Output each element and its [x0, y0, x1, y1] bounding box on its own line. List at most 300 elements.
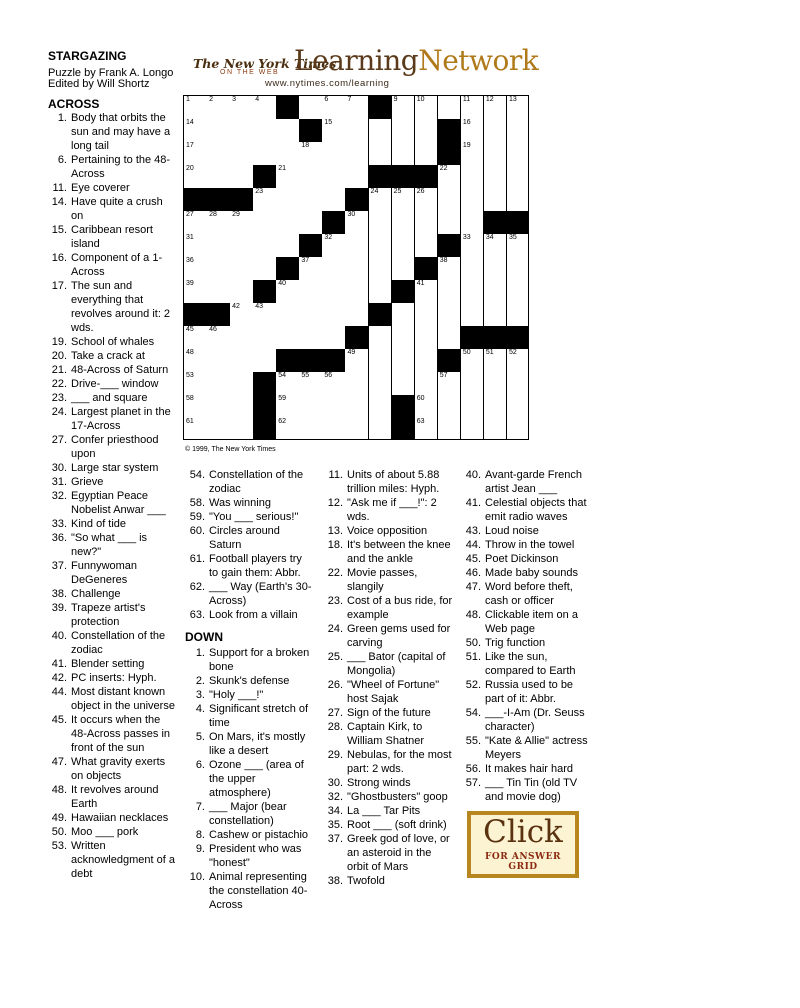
grid-cell[interactable] [322, 280, 346, 304]
clue-text: What gravity exerts on objects [71, 756, 166, 782]
grid-cell[interactable] [276, 188, 300, 212]
grid-cell[interactable] [461, 234, 485, 258]
grid-cell[interactable] [184, 96, 208, 120]
clue-number: 40. [51, 630, 67, 642]
clue-text: Largest planet in the 17-Across [71, 406, 171, 432]
clues-column-2 [185, 468, 313, 912]
grid-cell[interactable] [184, 257, 208, 281]
grid-cell[interactable] [322, 257, 346, 281]
clue-text: Voice opposition [347, 525, 428, 537]
grid-cell[interactable] [299, 188, 323, 212]
grid-cell[interactable] [322, 418, 346, 440]
grid-cell[interactable] [369, 326, 393, 350]
grid-cell[interactable] [345, 395, 369, 419]
grid-block [392, 395, 416, 419]
cell-number: 43 [255, 303, 263, 310]
clue-text: "Ghostbusters" goop [347, 791, 448, 803]
cell-number: 50 [462, 349, 471, 356]
cell-number: 63 [416, 418, 425, 425]
grid-cell[interactable] [184, 280, 208, 304]
grid-cell[interactable] [299, 96, 323, 120]
clue-number: 54. [465, 707, 481, 719]
cell-number: 29 [232, 211, 240, 218]
grid-cell[interactable] [507, 257, 529, 281]
grid-cell[interactable] [230, 326, 254, 350]
grid-cell[interactable] [184, 142, 208, 166]
grid-block [253, 418, 277, 440]
grid-block [276, 257, 300, 281]
grid-cell[interactable] [345, 418, 369, 440]
clue-item [47, 251, 175, 279]
grid-cell[interactable] [415, 96, 439, 120]
clue-text: Look from a villain [209, 609, 298, 621]
clue-number: 39. [51, 602, 67, 614]
grid-cell[interactable] [461, 165, 485, 189]
grid-cell[interactable] [507, 395, 529, 419]
cell-number: 2 [209, 96, 213, 103]
grid-cell[interactable] [484, 372, 508, 396]
grid-cell[interactable] [484, 257, 508, 281]
grid-block [299, 349, 323, 373]
grid-cell[interactable] [345, 142, 369, 166]
clue-item [323, 706, 453, 720]
grid-cell[interactable] [392, 142, 416, 166]
grid-cell[interactable] [484, 119, 508, 143]
clue-text: Green gems used for carving [347, 623, 451, 649]
clue-item [323, 818, 453, 832]
clue-number: 49. [51, 812, 67, 824]
grid-cell[interactable] [507, 418, 529, 440]
answer-grid-button-face [471, 815, 575, 874]
grid-cell[interactable] [507, 349, 529, 373]
grid-cell[interactable] [230, 349, 254, 373]
clue-number: 14. [51, 196, 67, 208]
clue-text: Avant-garde French artist Jean ___ [485, 469, 583, 495]
grid-cell[interactable] [207, 257, 231, 281]
grid-cell[interactable] [345, 257, 369, 281]
grid-block [438, 142, 462, 166]
grid-cell[interactable] [230, 119, 254, 143]
answer-caption-line-1: FOR ANSWER [485, 852, 561, 862]
grid-cell[interactable] [276, 372, 300, 396]
grid-cell[interactable] [484, 234, 508, 258]
grid-cell[interactable] [507, 96, 529, 120]
grid-cell[interactable] [369, 257, 393, 281]
crossword-grid[interactable] [183, 95, 529, 440]
grid-cell[interactable] [184, 395, 208, 419]
clue-number: 26. [327, 679, 343, 691]
clue-item [323, 496, 453, 524]
clue-text: ___ Bator (capital of Mongolia) [347, 651, 446, 677]
grid-cell[interactable] [507, 119, 529, 143]
clue-number: 58. [189, 497, 205, 509]
clue-item [185, 870, 313, 912]
grid-cell[interactable] [276, 165, 300, 189]
clue-number: 30. [327, 777, 343, 789]
grid-cell[interactable] [415, 119, 439, 143]
grid-block [438, 349, 462, 373]
grid-cell[interactable] [322, 165, 346, 189]
learning-network-logo[interactable] [193, 44, 539, 91]
clue-item [185, 800, 313, 828]
grid-cell[interactable] [438, 418, 462, 440]
cell-number: 1 [186, 96, 190, 103]
grid-cell[interactable] [276, 326, 300, 350]
grid-cell[interactable] [415, 211, 439, 235]
clue-number: 29. [327, 749, 343, 761]
clue-number: 45. [51, 714, 67, 726]
grid-cell[interactable] [369, 234, 393, 258]
grid-cell[interactable] [507, 142, 529, 166]
cell-number: 62 [278, 418, 287, 425]
grid-cell[interactable] [484, 188, 508, 212]
grid-cell[interactable] [207, 326, 231, 350]
grid-cell[interactable] [369, 142, 393, 166]
grid-cell[interactable] [253, 349, 277, 373]
clue-text: Blender setting [71, 658, 145, 670]
clue-text: PC inserts: Hyph. [71, 672, 157, 684]
grid-cell[interactable] [184, 211, 208, 235]
grid-cell[interactable] [392, 257, 416, 281]
grid-cell[interactable] [415, 395, 439, 419]
grid-cell[interactable] [392, 96, 416, 120]
clue-text: The sun and everything that revolves around it: 2 wds. [71, 280, 171, 334]
grid-cell[interactable] [299, 280, 323, 304]
grid-cell[interactable] [345, 211, 369, 235]
grid-cell[interactable] [438, 326, 462, 350]
clue-text: It makes hair hard [485, 763, 574, 775]
grid-cell[interactable] [230, 211, 254, 235]
grid-block [369, 165, 393, 189]
grid-cell[interactable] [322, 96, 346, 120]
grid-cell[interactable] [345, 349, 369, 373]
grid-cell[interactable] [230, 395, 254, 419]
grid-cell[interactable] [484, 418, 508, 440]
grid-cell[interactable] [438, 96, 462, 120]
grid-cell[interactable] [253, 257, 277, 281]
clue-number: 46. [465, 567, 481, 579]
clue-number: 38. [51, 588, 67, 600]
clue-number: 23. [327, 595, 343, 607]
grid-cell[interactable] [392, 234, 416, 258]
grid-cell[interactable] [299, 326, 323, 350]
grid-cell[interactable] [392, 188, 416, 212]
puzzle-author: Puzzle by Frank A. Longo [48, 67, 174, 79]
grid-cell[interactable] [461, 211, 485, 235]
grid-cell[interactable] [507, 234, 529, 258]
grid-cell[interactable] [207, 119, 231, 143]
grid-cell[interactable] [230, 418, 254, 440]
answer-grid-button[interactable] [467, 811, 579, 878]
grid-cell[interactable] [369, 372, 393, 396]
grid-cell[interactable] [184, 234, 208, 258]
grid-cell[interactable] [207, 395, 231, 419]
logo-url: www.nytimes.com/learning [265, 78, 390, 89]
grid-cell[interactable] [415, 234, 439, 258]
clue-item [47, 195, 175, 223]
grid-cell[interactable] [345, 303, 369, 327]
clue-item [323, 538, 453, 566]
clue-text: Made baby sounds [485, 567, 578, 579]
grid-cell[interactable] [299, 303, 323, 327]
clue-number: 25. [327, 651, 343, 663]
grid-cell[interactable] [484, 349, 508, 373]
grid-cell[interactable] [207, 211, 231, 235]
clue-text: Drive-___ window [71, 378, 159, 390]
grid-cell[interactable] [207, 96, 231, 120]
grid-cell[interactable] [184, 418, 208, 440]
clue-number: 41. [51, 658, 67, 670]
grid-cell[interactable] [207, 372, 231, 396]
grid-cell[interactable] [345, 165, 369, 189]
clue-number: 41. [465, 497, 481, 509]
grid-cell[interactable] [345, 234, 369, 258]
grid-cell[interactable] [230, 372, 254, 396]
clue-number: 1. [195, 647, 205, 659]
grid-cell[interactable] [415, 142, 439, 166]
grid-cell[interactable] [507, 372, 529, 396]
grid-cell[interactable] [184, 326, 208, 350]
grid-cell[interactable] [276, 211, 300, 235]
grid-cell[interactable] [322, 326, 346, 350]
clue-text: Hawaiian necklaces [71, 812, 169, 824]
grid-cell[interactable] [299, 211, 323, 235]
grid-cell[interactable] [507, 303, 529, 327]
clue-text: Support for a broken bone [209, 647, 310, 673]
grid-cell[interactable] [345, 119, 369, 143]
grid-cell[interactable] [484, 96, 508, 120]
clue-number: 20. [51, 350, 67, 362]
clue-number: 5. [195, 731, 205, 743]
grid-cell[interactable] [253, 303, 277, 327]
grid-block [345, 326, 369, 350]
clue-item [47, 405, 175, 433]
grid-cell[interactable] [461, 303, 485, 327]
grid-cell[interactable] [461, 418, 485, 440]
clue-number: 54. [189, 469, 205, 481]
clue-number: 32. [327, 791, 343, 803]
clue-text: Celestial objects that emit radio waves [485, 497, 587, 523]
grid-cell[interactable] [322, 234, 346, 258]
grid-cell[interactable] [461, 280, 485, 304]
grid-cell[interactable] [369, 280, 393, 304]
down-clues-column-3 [461, 468, 591, 804]
clue-item [461, 636, 591, 650]
grid-cell[interactable] [415, 303, 439, 327]
grid-block [299, 119, 323, 143]
grid-cell[interactable] [253, 119, 277, 143]
grid-cell[interactable] [369, 119, 393, 143]
grid-cell[interactable] [392, 349, 416, 373]
grid-cell[interactable] [461, 372, 485, 396]
grid-cell[interactable] [253, 234, 277, 258]
grid-block [392, 165, 416, 189]
grid-cell[interactable] [461, 349, 485, 373]
clue-item [47, 629, 175, 657]
grid-cell[interactable] [392, 372, 416, 396]
grid-cell[interactable] [230, 280, 254, 304]
cell-number: 10 [416, 96, 425, 103]
grid-cell[interactable] [507, 188, 529, 212]
grid-cell[interactable] [415, 372, 439, 396]
grid-cell[interactable] [438, 395, 462, 419]
grid-cell[interactable] [299, 418, 323, 440]
grid-cell[interactable] [207, 349, 231, 373]
clue-number: 6. [195, 759, 205, 771]
grid-cell[interactable] [276, 142, 300, 166]
clue-number: 47. [51, 756, 67, 768]
clue-text: Nebulas, for the most part: 2 wds. [347, 749, 452, 775]
grid-cell[interactable] [369, 211, 393, 235]
grid-cell[interactable] [438, 257, 462, 281]
across-heading: ACROSS [48, 97, 100, 111]
clue-item [47, 517, 175, 531]
grid-cell[interactable] [276, 119, 300, 143]
grid-cell[interactable] [276, 418, 300, 440]
grid-cell[interactable] [253, 96, 277, 120]
clue-number: 51. [465, 651, 481, 663]
grid-cell[interactable] [369, 395, 393, 419]
grid-cell[interactable] [276, 280, 300, 304]
grid-cell[interactable] [392, 303, 416, 327]
grid-cell[interactable] [345, 372, 369, 396]
grid-cell[interactable] [438, 280, 462, 304]
clue-item [47, 363, 175, 377]
clue-text: On Mars, it's mostly like a desert [209, 731, 306, 757]
grid-cell[interactable] [184, 349, 208, 373]
clue-number: 37. [327, 833, 343, 845]
grid-cell[interactable] [253, 188, 277, 212]
grid-cell[interactable] [322, 142, 346, 166]
grid-cell[interactable] [438, 372, 462, 396]
grid-cell[interactable] [207, 234, 231, 258]
grid-cell[interactable] [184, 119, 208, 143]
clue-item [461, 776, 591, 804]
grid-cell[interactable] [184, 372, 208, 396]
clue-number: 21. [51, 364, 67, 376]
clue-text: 48-Across of Saturn [71, 364, 169, 376]
across-clues-column-1 [47, 111, 175, 881]
grid-cell[interactable] [322, 395, 346, 419]
grid-cell[interactable] [461, 188, 485, 212]
clue-item [47, 825, 175, 839]
grid-cell[interactable] [461, 395, 485, 419]
grid-cell[interactable] [299, 257, 323, 281]
clue-number: 2. [195, 675, 205, 687]
grid-cell[interactable] [299, 142, 323, 166]
cell-number: 17 [186, 142, 194, 149]
grid-cell[interactable] [276, 395, 300, 419]
grid-cell[interactable] [484, 165, 508, 189]
clue-item [323, 720, 453, 748]
grid-cell[interactable] [415, 418, 439, 440]
grid-cell[interactable] [461, 142, 485, 166]
grid-cell[interactable] [322, 188, 346, 212]
grid-cell[interactable] [184, 165, 208, 189]
grid-cell[interactable] [253, 326, 277, 350]
grid-cell[interactable] [299, 165, 323, 189]
clue-item [47, 559, 175, 587]
clue-number: 59. [189, 511, 205, 523]
grid-cell[interactable] [507, 280, 529, 304]
grid-cell[interactable] [461, 257, 485, 281]
grid-cell[interactable] [276, 303, 300, 327]
grid-cell[interactable] [253, 142, 277, 166]
grid-cell[interactable] [230, 96, 254, 120]
clue-item [323, 622, 453, 650]
grid-cell[interactable] [484, 280, 508, 304]
grid-cell[interactable] [438, 188, 462, 212]
grid-cell[interactable] [230, 257, 254, 281]
clue-number: 44. [51, 686, 67, 698]
grid-cell[interactable] [415, 349, 439, 373]
grid-cell[interactable] [345, 280, 369, 304]
grid-cell[interactable] [392, 326, 416, 350]
clue-item [323, 524, 453, 538]
cell-number: 5 [278, 96, 283, 103]
cell-number: 15 [324, 119, 333, 126]
grid-cell[interactable] [484, 142, 508, 166]
grid-cell[interactable] [207, 142, 231, 166]
grid-cell[interactable] [438, 165, 462, 189]
grid-cell[interactable] [207, 280, 231, 304]
grid-cell[interactable] [415, 326, 439, 350]
grid-cell[interactable] [415, 280, 439, 304]
grid-cell[interactable] [299, 372, 323, 396]
grid-cell[interactable] [484, 303, 508, 327]
clue-text: Constellation of the zodiac [71, 630, 166, 656]
grid-cell[interactable] [345, 96, 369, 120]
clue-number: 50. [51, 826, 67, 838]
clue-item [185, 468, 313, 496]
clue-item [47, 783, 175, 811]
grid-cell[interactable] [461, 96, 485, 120]
clue-text: President who was "honest" [209, 843, 302, 869]
grid-cell[interactable] [322, 372, 346, 396]
grid-cell[interactable] [438, 211, 462, 235]
grid-cell[interactable] [484, 395, 508, 419]
clue-item [185, 842, 313, 870]
grid-cell[interactable] [230, 142, 254, 166]
clue-item [323, 748, 453, 776]
clue-number: 11. [328, 469, 343, 481]
grid-cell[interactable] [461, 119, 485, 143]
grid-cell[interactable] [230, 165, 254, 189]
grid-cell[interactable] [276, 234, 300, 258]
grid-cell[interactable] [415, 188, 439, 212]
clue-number: 43. [465, 525, 481, 537]
grid-cell[interactable] [322, 119, 346, 143]
grid-cell[interactable] [369, 349, 393, 373]
grid-cell[interactable] [438, 303, 462, 327]
clue-number: 11. [52, 182, 67, 194]
grid-cell[interactable] [322, 303, 346, 327]
grid-cell[interactable] [253, 211, 277, 235]
grid-cell[interactable] [507, 165, 529, 189]
grid-cell[interactable] [230, 234, 254, 258]
grid-cell[interactable] [299, 395, 323, 419]
grid-cell[interactable] [392, 211, 416, 235]
grid-cell[interactable] [230, 303, 254, 327]
grid-cell[interactable] [207, 418, 231, 440]
clue-text: ___ Major (bear constellation) [209, 801, 287, 827]
grid-cell[interactable] [392, 119, 416, 143]
grid-cell[interactable] [369, 188, 393, 212]
grid-cell[interactable] [369, 418, 393, 440]
clue-text: La ___ Tar Pits [347, 805, 421, 817]
grid-cell[interactable] [207, 165, 231, 189]
clue-item [323, 874, 453, 888]
